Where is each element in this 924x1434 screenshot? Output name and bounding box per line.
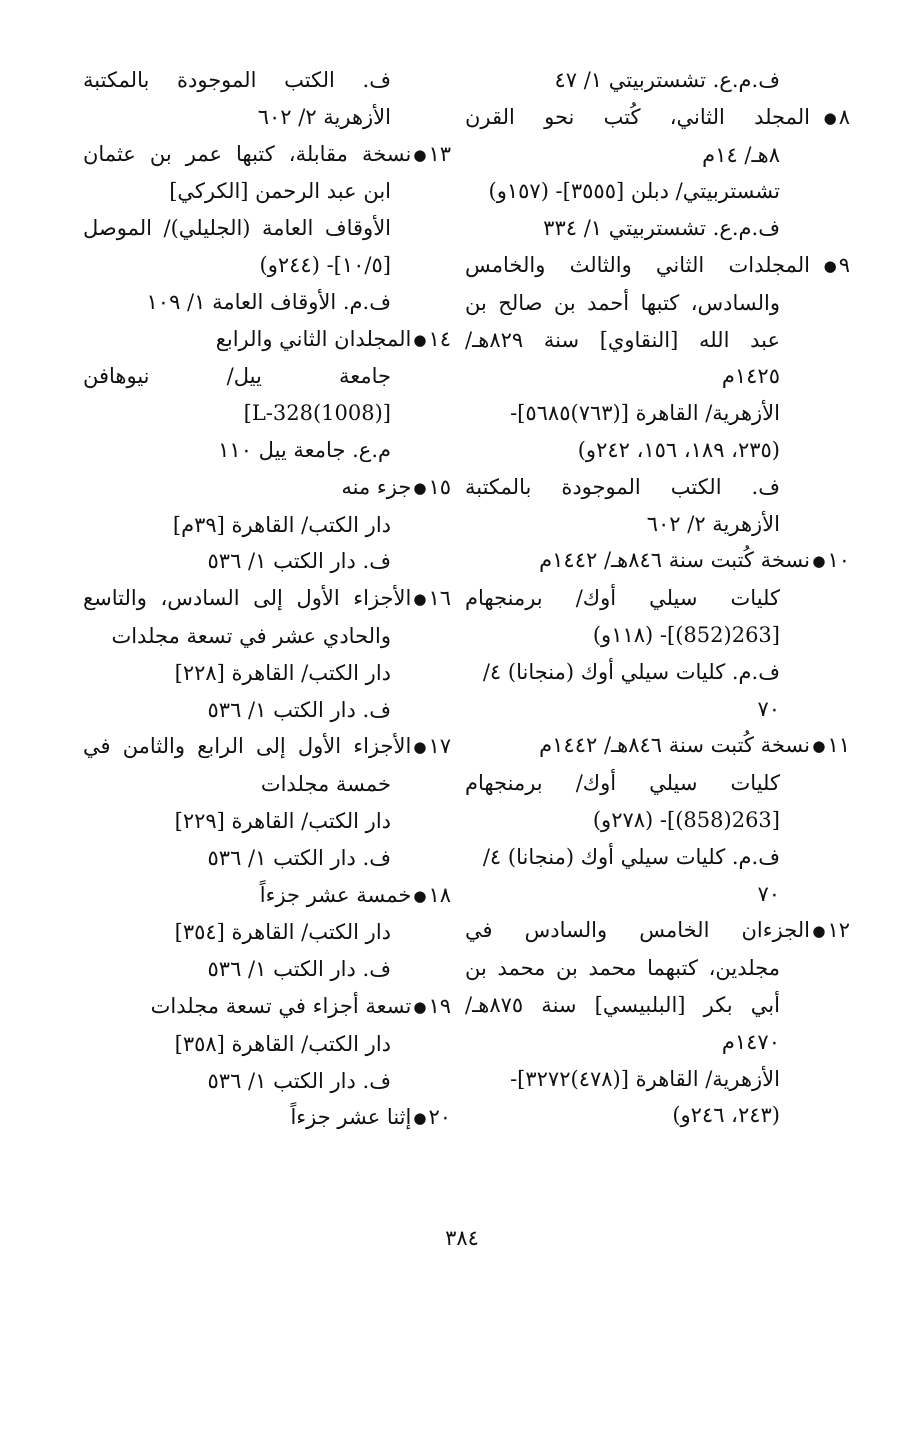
entry-line bbox=[83, 173, 421, 210]
entry-text: والسادس، كتبها أحمد بن صالح بن bbox=[465, 290, 780, 315]
entry-line bbox=[83, 247, 421, 284]
entry-text: ف. دار الكتب ١/ ٥٣٦ bbox=[207, 845, 391, 870]
right-column bbox=[465, 62, 850, 1134]
catalog-entry bbox=[465, 727, 850, 912]
entry-number: ١٢● bbox=[812, 918, 850, 943]
entry-number: ٨● bbox=[812, 104, 850, 129]
entry-text: ف. دار الكتب ١/ ٥٣٦ bbox=[207, 697, 391, 722]
bullet-icon: ● bbox=[812, 552, 826, 571]
entry-line bbox=[83, 210, 421, 247]
entry-number: ٩● bbox=[812, 252, 850, 277]
catalog-entry bbox=[83, 469, 451, 580]
entry-text: الجزءان الخامس والسادس في bbox=[465, 918, 810, 943]
entry-line bbox=[83, 1026, 421, 1063]
entry-text: (٢٣٥، ١٨٩، ١٥٦، ٢٤٢و) bbox=[577, 437, 780, 462]
page-number: ٣٨٤ bbox=[445, 1226, 479, 1250]
entry-text: دار الكتب/ القاهرة [٢٢٨] bbox=[174, 660, 391, 685]
entry-line bbox=[83, 951, 421, 988]
entry-line bbox=[83, 840, 421, 877]
entry-text: ف. الكتب الموجودة بالمكتبة bbox=[83, 68, 391, 92]
entry-number: ١٨● bbox=[413, 882, 451, 907]
entry-text: مجلدين، كتبهما محمد بن محمد بن bbox=[465, 956, 780, 981]
entry-line bbox=[465, 876, 810, 913]
entry-text: ف.م. الأوقاف العامة ١/ ١٠٩ bbox=[146, 289, 391, 314]
entry-number: ١٦● bbox=[413, 586, 451, 611]
entry-line bbox=[465, 987, 810, 1024]
entry-line bbox=[465, 506, 810, 543]
entry-line bbox=[83, 766, 421, 803]
entry-line bbox=[83, 469, 451, 507]
entry-line bbox=[465, 727, 850, 765]
catalog-entry bbox=[465, 99, 850, 247]
entry-number: ١٩● bbox=[413, 993, 451, 1018]
left-column bbox=[83, 62, 451, 1137]
entry-line bbox=[465, 247, 850, 285]
entry-text: عبد الله [النقاوي] سنة ٨٢٩هـ/ bbox=[465, 327, 780, 352]
catalog-entry bbox=[465, 247, 850, 542]
entry-text: ف.م. كليات سيلي أوك (منجانا) ٤/ bbox=[482, 844, 780, 869]
entry-line bbox=[465, 1061, 810, 1098]
entry-line bbox=[465, 542, 850, 580]
bullet-icon: ● bbox=[413, 886, 427, 905]
entry-text: تشستربيتي/ دبلن [٣٥٥٥]- (١٥٧و) bbox=[488, 179, 780, 204]
catalog-entry bbox=[465, 542, 850, 727]
bullet-icon: ● bbox=[413, 1109, 427, 1128]
catalog-entry bbox=[465, 62, 810, 99]
entry-line bbox=[83, 136, 451, 174]
entry-text: ف. الكتب الموجودة بالمكتبة bbox=[465, 474, 780, 499]
entry-text: ابن عبد الرحمن [الكركي] bbox=[169, 179, 391, 204]
entry-text: الأوقاف العامة (الجليلي)/ الموصل bbox=[83, 216, 391, 241]
entry-line bbox=[83, 358, 421, 395]
entry-line bbox=[465, 1097, 810, 1134]
entry-text: ف.م. كليات سيلي أوك (منجانا) ٤/ bbox=[482, 659, 780, 684]
entry-line bbox=[83, 1063, 421, 1100]
entry-line bbox=[465, 802, 810, 839]
bullet-icon: ● bbox=[413, 330, 427, 349]
entry-number: ١٣● bbox=[413, 141, 451, 166]
entry-text: ١٤٢٥م bbox=[721, 364, 780, 389]
entry-line bbox=[83, 543, 421, 580]
entry-text: نسخة كُتبت سنة ٨٤٦هـ/ ١٤٤٢م bbox=[539, 733, 810, 758]
catalog-entry bbox=[83, 988, 451, 1099]
entry-text: جامعة ييل/ نيوهافن bbox=[83, 364, 391, 389]
entry-text: م.ع. جامعة ييل ١١٠ bbox=[218, 437, 391, 462]
bullet-icon: ● bbox=[413, 738, 427, 757]
entry-line bbox=[465, 617, 810, 654]
bullet-icon: ● bbox=[413, 145, 427, 164]
entry-line bbox=[83, 321, 451, 359]
entry-text: خمسة عشر جزءاً bbox=[259, 882, 412, 907]
entry-text: (٢٤٣، ٢٤٦و) bbox=[672, 1103, 780, 1128]
entry-line bbox=[465, 358, 810, 395]
entry-text: جزء منه bbox=[341, 474, 412, 499]
entry-text: والحادي عشر في تسعة مجلدات bbox=[111, 623, 391, 648]
bullet-icon: ● bbox=[413, 590, 427, 609]
entry-line bbox=[83, 692, 421, 729]
entry-line bbox=[465, 210, 810, 247]
entry-text: [١٠/٥]- (٢٤٤و) bbox=[259, 252, 391, 277]
entry-text: ف. دار الكتب ١/ ٥٣٦ bbox=[207, 957, 391, 982]
entry-line bbox=[465, 62, 810, 99]
entry-line bbox=[465, 765, 810, 802]
catalog-entry bbox=[83, 580, 451, 728]
entry-line bbox=[465, 580, 810, 617]
entry-line bbox=[83, 877, 451, 915]
bullet-icon: ● bbox=[812, 922, 826, 941]
entry-text: كليات سيلي أوك/ برمنجهام bbox=[465, 771, 780, 796]
catalog-entry bbox=[83, 877, 451, 988]
entry-line bbox=[465, 432, 810, 469]
entry-line bbox=[465, 99, 850, 137]
entry-line bbox=[83, 62, 421, 99]
entry-text: الأجزاء الأول إلى السادس، والتاسع bbox=[83, 586, 412, 611]
entry-text: خمسة مجلدات bbox=[260, 772, 391, 797]
entry-line bbox=[83, 728, 451, 766]
entry-line bbox=[83, 395, 421, 432]
entry-line bbox=[83, 803, 421, 840]
entry-line bbox=[83, 99, 421, 136]
entry-text: ف. دار الكتب ١/ ٥٣٦ bbox=[207, 549, 391, 574]
entry-text: ف.م.ع. تشستربيتي ١/ ٤٧ bbox=[554, 68, 780, 92]
entry-text: الأزهرية/ القاهرة [(٧٦٣)٥٦٨٥]- bbox=[510, 401, 780, 426]
entry-line bbox=[465, 691, 810, 728]
entry-text: المجلد الثاني، كُتب نحو القرن bbox=[465, 104, 810, 129]
bullet-icon: ● bbox=[812, 108, 837, 127]
entry-number: ١٥● bbox=[413, 474, 451, 499]
entry-line bbox=[83, 1099, 451, 1137]
entry-text: ٨هـ/ ١٤م bbox=[702, 142, 780, 167]
bullet-icon: ● bbox=[413, 997, 427, 1016]
entry-text: تسعة أجزاء في تسعة مجلدات bbox=[150, 993, 412, 1018]
entry-text: المجلدان الثاني والرابع bbox=[215, 326, 412, 351]
entry-number: ١٧● bbox=[413, 734, 451, 759]
entry-text: ف.م.ع. تشستربيتي ١/ ٣٣٤ bbox=[543, 216, 780, 241]
entry-number: ١٠● bbox=[812, 548, 850, 573]
entry-text: [(1008)L-328] bbox=[243, 401, 391, 426]
entry-line bbox=[465, 839, 810, 876]
entry-line bbox=[465, 322, 810, 359]
entry-text: ١٤٧٠م bbox=[721, 1029, 780, 1054]
entry-text: الأزهرية ٢/ ٦٠٢ bbox=[257, 104, 391, 129]
entry-line bbox=[465, 654, 810, 691]
entry-line bbox=[83, 655, 421, 692]
entry-text: [263(858)]- (٢٧٨و) bbox=[592, 807, 780, 832]
entry-text: ٧٠ bbox=[757, 696, 780, 721]
entry-text: ف. دار الكتب ١/ ٥٣٦ bbox=[207, 1068, 391, 1093]
entry-line bbox=[83, 432, 421, 469]
entry-line bbox=[83, 580, 451, 618]
catalog-entry bbox=[83, 136, 451, 321]
entry-text: إثنا عشر جزءاً bbox=[290, 1105, 412, 1130]
bullet-icon: ● bbox=[812, 737, 826, 756]
entry-text: أبي بكر [البلبيسي] سنة ٨٧٥هـ/ bbox=[465, 992, 780, 1017]
entry-line bbox=[83, 507, 421, 544]
entry-text: دار الكتب/ القاهرة [٣٩م] bbox=[172, 512, 391, 537]
entry-text: الأزهرية/ القاهرة [(٤٧٨)٣٢٧٢]- bbox=[510, 1066, 780, 1091]
catalog-entry bbox=[465, 912, 850, 1134]
catalog-entry bbox=[83, 321, 451, 469]
entry-text: ٧٠ bbox=[757, 881, 780, 906]
entry-text: نسخة مقابلة، كتبها عمر بن عثمان bbox=[83, 141, 412, 166]
entry-line bbox=[465, 950, 810, 987]
entry-line bbox=[83, 618, 421, 655]
entry-line bbox=[465, 137, 810, 174]
entry-text: [263(852)]- (١١٨و) bbox=[592, 622, 780, 647]
catalog-entry bbox=[83, 728, 451, 876]
entry-line bbox=[83, 914, 421, 951]
bullet-icon: ● bbox=[812, 256, 837, 275]
entry-line bbox=[465, 395, 810, 432]
entry-text: دار الكتب/ القاهرة [٣٥٨] bbox=[174, 1031, 391, 1056]
entry-text: المجلدات الثاني والثالث والخامس bbox=[465, 252, 810, 277]
entry-line bbox=[465, 912, 850, 950]
entry-number: ١٤● bbox=[413, 326, 451, 351]
entry-line bbox=[465, 469, 810, 506]
entry-line bbox=[83, 284, 421, 321]
entry-line bbox=[465, 285, 810, 322]
entry-number: ١١● bbox=[812, 733, 850, 758]
entry-text: دار الكتب/ القاهرة [٣٥٤] bbox=[174, 920, 391, 945]
entry-text: دار الكتب/ القاهرة [٢٢٩] bbox=[174, 808, 391, 833]
catalog-entry bbox=[83, 62, 421, 136]
entry-line bbox=[465, 1024, 810, 1061]
bullet-icon: ● bbox=[413, 478, 427, 497]
catalog-entry bbox=[83, 1099, 451, 1137]
entry-text: كليات سيلي أوك/ برمنجهام bbox=[465, 586, 780, 611]
entry-text: نسخة كُتبت سنة ٨٤٦هـ/ ١٤٤٢م bbox=[539, 548, 810, 573]
entry-line bbox=[465, 173, 810, 210]
entry-number: ٢٠● bbox=[413, 1105, 451, 1130]
entry-text: الأجزاء الأول إلى الرابع والثامن في bbox=[83, 734, 412, 759]
entry-text: الأزهرية ٢/ ٦٠٢ bbox=[646, 511, 780, 536]
entry-line bbox=[83, 988, 451, 1026]
